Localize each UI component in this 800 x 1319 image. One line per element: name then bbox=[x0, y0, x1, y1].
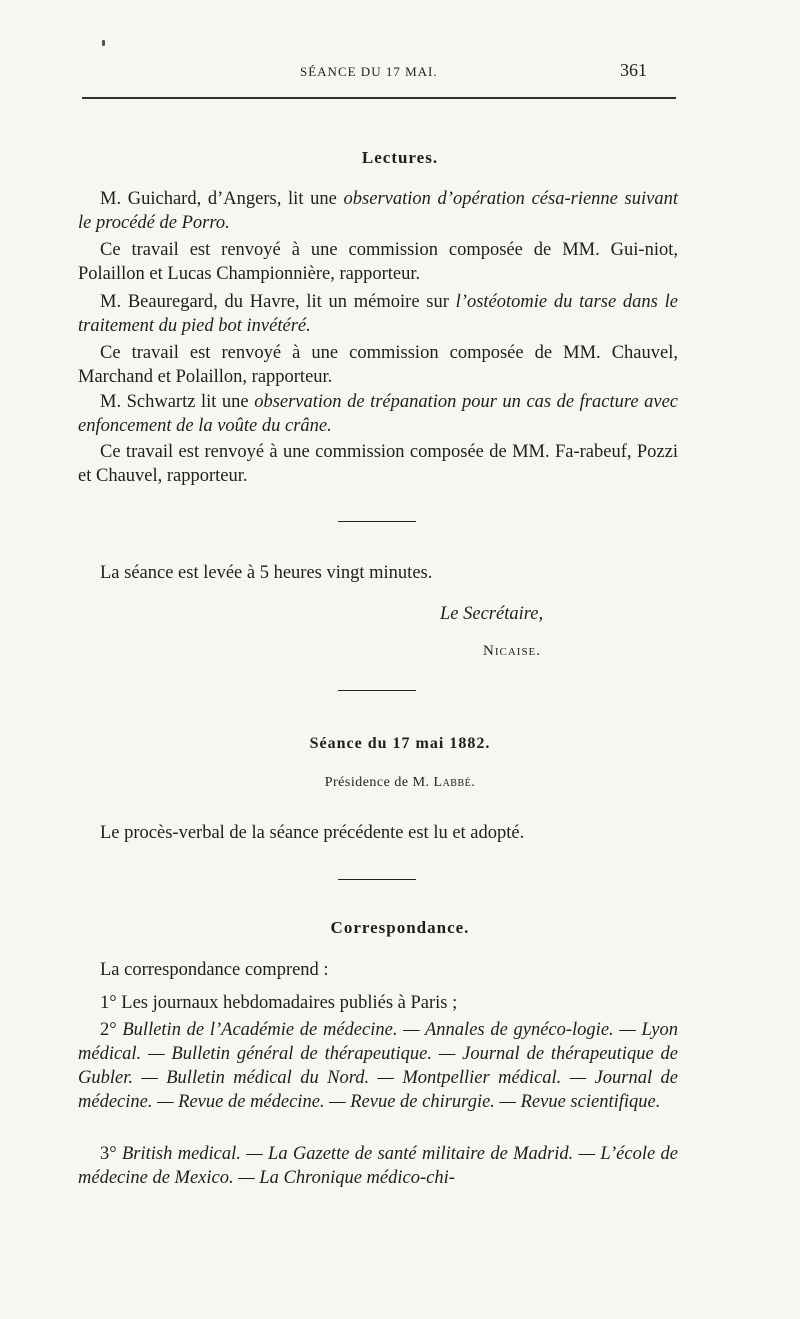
lectures-para-5 bbox=[78, 390, 678, 438]
para-1-text: M. Guichard, d’Angers, lit une bbox=[100, 189, 344, 209]
correspondance-heading: Correspondance. bbox=[330, 918, 470, 937]
lectures-para-3 bbox=[78, 290, 678, 338]
seance-levee: La séance est levée à 5 heures vingt minutes. bbox=[100, 563, 433, 583]
para-2-text: Ce travail est renvoyé à une commission composée de MM. Gui-niot, Polaillon et Lucas Championnière, rapporteur. bbox=[78, 240, 678, 284]
proces-verbal: Le procès-verbal de la séance précédente est lu et adopté. bbox=[100, 823, 525, 843]
para-3-italic: l’ostéotomie du tarse dans le traitement du pied bot invétéré. bbox=[78, 292, 678, 336]
lectures-para-2 bbox=[78, 238, 678, 286]
item-2-journals: Bulletin de l’Académie de médecine. — Annales de gynéco-logie. — Lyon médical. — Bulletin général de thérapeutique. — Journal de thérapeutique de Gubler. — Bulletin médical du Nord. — Montpellier médical. — Journal de médecine. — Revue de médecine. — Revue de chirurgie. — Revue scientifique. bbox=[78, 1020, 678, 1112]
ink-speck bbox=[102, 40, 105, 46]
correspondance-item-2 bbox=[78, 1018, 678, 1114]
secretaire-title: Le Secrétaire, bbox=[440, 604, 544, 624]
seance-title: Séance du 17 mai 1882. bbox=[309, 735, 491, 752]
correspondance-intro: La correspondance comprend : bbox=[100, 960, 329, 980]
correspondance-item-3 bbox=[78, 1142, 678, 1190]
para-6-text: Ce travail est renvoyé à une commission composée de MM. Fa-rabeuf, Pozzi et Chauvel, rapporteur. bbox=[78, 442, 678, 486]
para-4-text: Ce travail est renvoyé à une commission composée de MM. Chauvel, Marchand et Polaillon, rapporteur. bbox=[78, 343, 678, 387]
section-divider-1 bbox=[338, 521, 416, 522]
presidence-prefix: Présidence de M. bbox=[324, 775, 434, 790]
lectures-heading: Lectures. bbox=[361, 148, 439, 167]
item-3-journals: British medical. — La Gazette de santé militaire de Madrid. — L’école de médecine de Mexico. — La Chronique médico-chi- bbox=[78, 1144, 678, 1188]
section-divider-3 bbox=[338, 879, 416, 880]
para-1-italic: observation d’opération césa-rienne suivant le procédé de Porro. bbox=[78, 189, 679, 233]
presidence-line bbox=[0, 775, 800, 791]
page-number: 361 bbox=[620, 60, 647, 80]
running-title: SÉANCE DU 17 MAI. bbox=[300, 64, 438, 79]
secretaire-name: Nicaise. bbox=[483, 643, 542, 659]
president-name: Labbé. bbox=[433, 775, 476, 790]
para-5-text: M. Schwartz lit une bbox=[100, 392, 255, 412]
lectures-para-1 bbox=[78, 187, 678, 235]
para-5-italic: observation de trépanation pour un cas de fracture avec enfoncement de la voûte du crâne. bbox=[78, 392, 678, 436]
section-divider-2 bbox=[338, 690, 416, 691]
header-rule bbox=[82, 97, 676, 99]
item-3-number: 3° bbox=[100, 1144, 122, 1164]
item-2-number: 2° bbox=[100, 1020, 123, 1040]
para-3-text: M. Beauregard, du Havre, lit un mémoire sur bbox=[100, 292, 456, 312]
lectures-para-6 bbox=[78, 440, 678, 488]
lectures-para-4 bbox=[78, 341, 678, 389]
correspondance-item-1: 1° Les journaux hebdomadaires publiés à Paris ; bbox=[100, 993, 458, 1013]
